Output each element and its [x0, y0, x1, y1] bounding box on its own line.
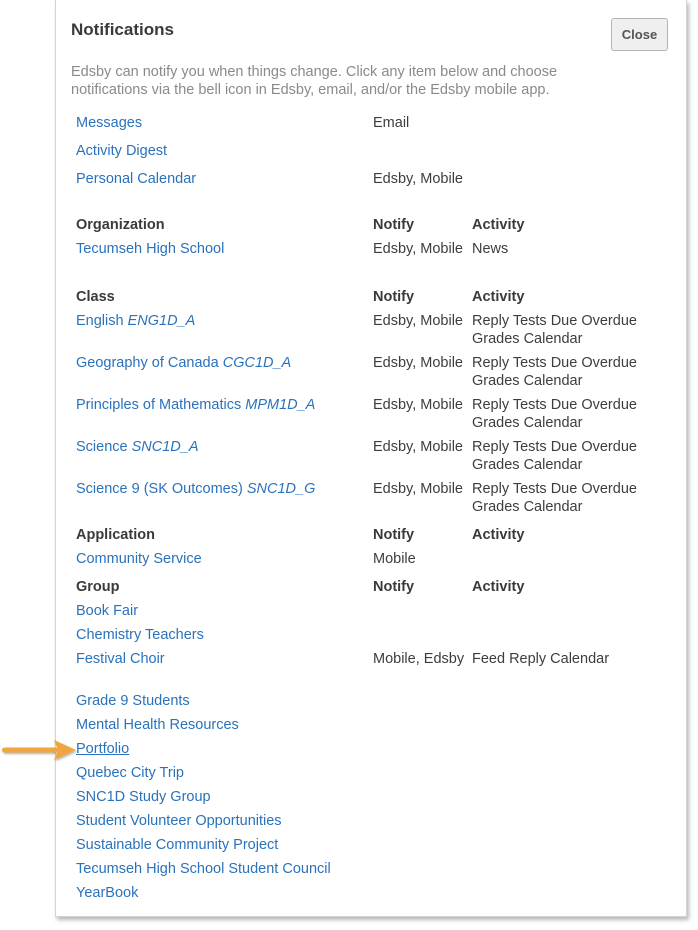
group-link[interactable]: Mental Health Resources	[76, 717, 239, 733]
activity-value	[472, 626, 662, 650]
header-activity: Activity	[472, 289, 525, 305]
activity-value: News	[472, 241, 509, 257]
list-item-personal-calendar	[76, 170, 676, 216]
class-code: SNC1D_G	[246, 481, 316, 497]
section-header-group	[76, 578, 676, 602]
class-name: Principles of Mathematics	[76, 397, 242, 413]
intro-text: Edsby can notify you when things change. Click any item below and choose notifications via the bell icon in Edsby, email, and/or the Edsby mobile app.	[71, 64, 558, 98]
list-item-application	[76, 550, 676, 578]
class-code: SNC1D_A	[131, 439, 199, 455]
class-code: CGC1D_A	[222, 355, 292, 371]
notify-value: Edsby, Mobile	[373, 397, 463, 413]
personal-calendar-link[interactable]: Personal Calendar	[76, 171, 197, 187]
section-header-application	[76, 526, 676, 550]
list-item-group	[76, 836, 676, 860]
close-button[interactable]: Close	[611, 18, 668, 51]
list-item-class	[76, 396, 676, 438]
header-activity: Activity	[472, 217, 525, 233]
group-link[interactable]: Festival Choir	[76, 651, 165, 667]
activity-value: Reply Tests Due Overdue Grades Calendar	[472, 355, 637, 389]
activity-value: Feed Reply Calendar	[472, 651, 610, 667]
arrow-right-icon	[0, 739, 80, 761]
header-name: Group	[76, 579, 120, 595]
list-item-group	[76, 860, 676, 884]
notification-list	[76, 114, 676, 908]
notify-value: Edsby, Mobile	[373, 313, 463, 329]
group-link[interactable]: Sustainable Community Project	[76, 837, 279, 853]
notify-value	[373, 602, 472, 626]
activity-value: Reply Tests Due Overdue Grades Calendar	[472, 439, 637, 473]
list-item-group	[76, 884, 676, 908]
notify-value	[373, 626, 472, 650]
list-item-organization	[76, 240, 676, 288]
dialog-title: Notifications	[71, 20, 174, 39]
header-notify: Notify	[373, 527, 415, 543]
notify-value: Mobile, Edsby	[373, 651, 465, 667]
list-item-activity-digest	[76, 142, 676, 170]
activity-digest-link[interactable]: Activity Digest	[76, 143, 168, 159]
organization-link[interactable]: Tecumseh High School	[76, 241, 225, 257]
messages-link[interactable]: Messages	[76, 115, 143, 131]
header-activity: Activity	[472, 527, 525, 543]
activity-value	[472, 170, 662, 216]
activity-value	[472, 550, 662, 578]
class-link[interactable]	[76, 355, 291, 371]
notify-value: Edsby, Mobile	[373, 355, 463, 371]
section-header-organization	[76, 216, 676, 240]
notify-value: Edsby, Mobile	[373, 241, 463, 257]
group-link[interactable]: SNC1D Study Group	[76, 789, 211, 805]
list-item-group	[76, 788, 676, 812]
class-link[interactable]	[76, 313, 195, 329]
notify-value: Email	[373, 115, 410, 131]
header-name: Organization	[76, 217, 165, 233]
header-name: Class	[76, 289, 115, 305]
list-item-group	[76, 602, 676, 626]
notify-value	[373, 142, 472, 170]
notify-value: Edsby, Mobile	[373, 439, 463, 455]
list-item-group	[76, 650, 676, 692]
header-activity: Activity	[472, 579, 525, 595]
class-code: ENG1D_A	[127, 313, 196, 329]
header-name: Application	[76, 527, 155, 543]
header-notify: Notify	[373, 289, 415, 305]
group-link[interactable]: YearBook	[76, 885, 139, 901]
list-item-class	[76, 480, 676, 526]
list-item-group	[76, 764, 676, 788]
class-name: English	[76, 313, 124, 329]
class-name: Science 9 (SK Outcomes)	[76, 481, 243, 497]
list-item-group	[76, 740, 676, 764]
class-link[interactable]	[76, 481, 315, 497]
section-header-class	[76, 288, 676, 312]
list-item-group	[76, 626, 676, 650]
group-link[interactable]: Chemistry Teachers	[76, 627, 204, 643]
activity-value	[472, 602, 662, 626]
list-item-class	[76, 354, 676, 396]
activity-value	[472, 114, 662, 142]
group-link[interactable]: Grade 9 Students	[76, 693, 190, 709]
list-item-messages	[76, 114, 676, 142]
class-code: MPM1D_A	[245, 397, 316, 413]
list-item-group	[76, 716, 676, 740]
class-name: Science	[76, 439, 128, 455]
header-notify: Notify	[373, 579, 415, 595]
activity-value	[472, 142, 662, 170]
notifications-dialog	[55, 0, 687, 917]
list-item-group	[76, 812, 676, 836]
class-link[interactable]	[76, 397, 315, 413]
group-link[interactable]: Student Volunteer Opportunities	[76, 813, 282, 829]
notify-value: Edsby, Mobile	[373, 171, 463, 187]
class-link[interactable]	[76, 439, 199, 455]
list-item-class	[76, 438, 676, 480]
activity-value: Reply Tests Due Overdue Grades Calendar	[472, 313, 637, 347]
group-link[interactable]: Tecumseh High School Student Council	[76, 861, 331, 877]
group-link[interactable]: Quebec City Trip	[76, 765, 184, 781]
activity-value: Reply Tests Due Overdue Grades Calendar	[472, 397, 637, 431]
activity-value: Reply Tests Due Overdue Grades Calendar	[472, 481, 637, 515]
portfolio-link[interactable]: Portfolio	[76, 741, 130, 757]
application-link[interactable]: Community Service	[76, 551, 202, 567]
list-item-class	[76, 312, 676, 354]
notify-value: Mobile	[373, 551, 416, 567]
notify-value: Edsby, Mobile	[373, 481, 463, 497]
list-item-group	[76, 692, 676, 716]
group-link[interactable]: Book Fair	[76, 603, 139, 619]
header-notify: Notify	[373, 217, 415, 233]
class-name: Geography of Canada	[76, 355, 219, 371]
